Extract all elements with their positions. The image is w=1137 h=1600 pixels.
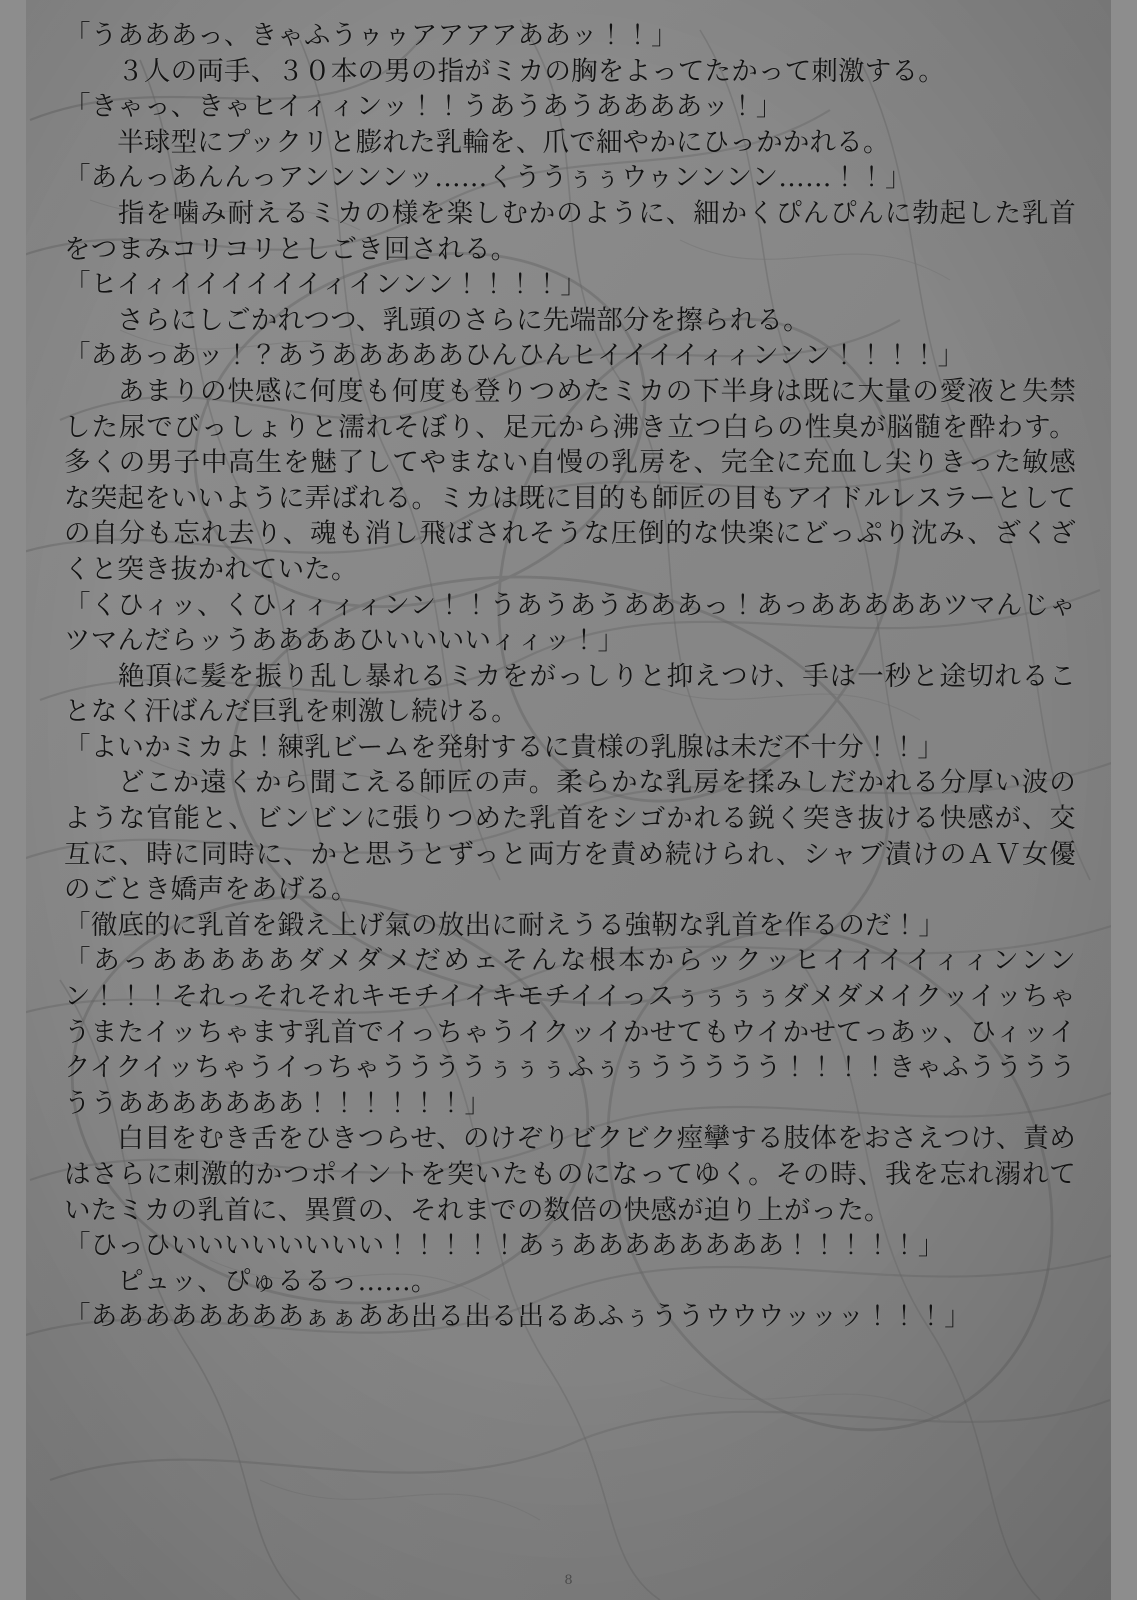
body-paragraph: 「きゃっ、きゃヒイィィンッ！！うあうあうああああッ！」 — [64, 91, 783, 123]
body-paragraph: あまりの快感に何度も何度も登りつめたミカの下半身は既に大量の愛液と失禁した尿でびっしょりと濡れそぼり、足元から沸き立つ白らの性臭が脳髄を酔わす。多くの男子中高生を魅了してやまない自慢の乳房を、完全に充血し尖りきった敏感な突起をいいように弄ばれる。ミカは既に目的も師匠の目もアイドルレスラーとしての自分も忘れ去り、魂も消し飛ばされそうな圧倒的な快楽にどっぷり沈み、ざくざくと突き抜かれていた。 — [64, 375, 1076, 585]
body-paragraph: ３人の両手、３０本の男の指がミカの胸をよってたかって刺激する。 — [90, 55, 945, 87]
page-body-text — [64, 18, 1076, 1335]
body-paragraph: 白目をむき舌をひきつらせ、のけぞりビクビク痙攣する肢体をおさえつけ、責めはさらに刺激的かつポイントを突いたものになってゆく。その時、我を忘れ溺れていたミカの乳首に、異質の、それまでの数倍の快感が迫り上がった。 — [64, 1123, 1076, 1226]
body-paragraph: 「うあああっ、きゃふうゥゥアアアアああッ！！」 — [64, 20, 678, 51]
page-left-margin — [0, 0, 26, 1600]
body-paragraph: 「よいかミカよ！練乳ビームを発射するに貴様の乳腺は未だ不十分！！」 — [64, 731, 945, 763]
body-paragraph: 絶頂に髪を振り乱し暴れるミカをがっしりと抑えつけ、手は一秒と途切れることなく汗ばんだ巨乳を刺激し続ける。 — [64, 660, 1076, 728]
body-paragraph: 「ああああああああぁぁああ出る出る出るあふぅううウウウッッッ！！！」 — [64, 1301, 972, 1333]
body-paragraph: 「徹底的に乳首を鍛え上げ氣の放出に耐えうる強靭な乳首を作るのだ！」 — [64, 909, 946, 941]
body-paragraph: さらにしごかれつつ、乳頭のさらに先端部分を擦られる。 — [90, 304, 810, 336]
body-paragraph: ピュッ、ぴゅるるっ……。 — [90, 1265, 438, 1297]
body-paragraph: 半球型にプックリと膨れた乳輪を、爪で細やかにひっかかれる。 — [90, 126, 890, 158]
body-paragraph: 指を噛み耐えるミカの様を楽しむかのように、細かくぴんぴんに勃起した乳首をつまみコリコリとしごき回される。 — [64, 197, 1076, 265]
page-right-margin — [1111, 0, 1137, 1600]
body-paragraph: 「ああっあッ！？あうあああああひんひんヒイイイイィィンンン！！！！」 — [64, 340, 965, 372]
body-paragraph: 「あっあああああダメダメだめェそんな根本からックッヒイイイイィィンンンン！！！それっそれそれキモチイイキモチイイっスぅぅぅぅダメダメイクッイッちゃうまたイッちゃます乳首でイっちゃうイクッイかせてもウイかせてっあッ、ひィッイクイクイッちゃうイっちゃううううぅぅぅふぅぅううううう！！！！きゃふううううううあああああああ！！！！！！」 — [64, 945, 1076, 1119]
body-paragraph: 「くひィッ、くひィィィィンン！！うあうあうあああっ！あっあああああツマんじゃツマんだらッうああああひいいいいィィッ！」 — [64, 589, 1076, 657]
body-paragraph: 「ヒイィイイイイイイィインンン！！！！」 — [64, 269, 588, 301]
page-number: 8 — [564, 1573, 573, 1588]
body-paragraph: どこか遠くから聞こえる師匠の声。柔らかな乳房を揉みしだかれる分厚い波のような官能と、ビンビンに張りつめた乳首をシゴかれる鋭く突き抜ける快感が、交互に、時に同時に、かと思うとずっと両方を責め続けられ、シャブ漬けのＡＶ女優のごとき嬌声をあげる。 — [64, 767, 1076, 906]
body-paragraph: 「ひっひいいいいいいいい！！！！！あぅああああああああ！！！！！」 — [64, 1230, 945, 1262]
body-paragraph: 「あんっあんんっアンンンンッ……くううぅぅウゥンンンン……！！」 — [64, 162, 912, 194]
